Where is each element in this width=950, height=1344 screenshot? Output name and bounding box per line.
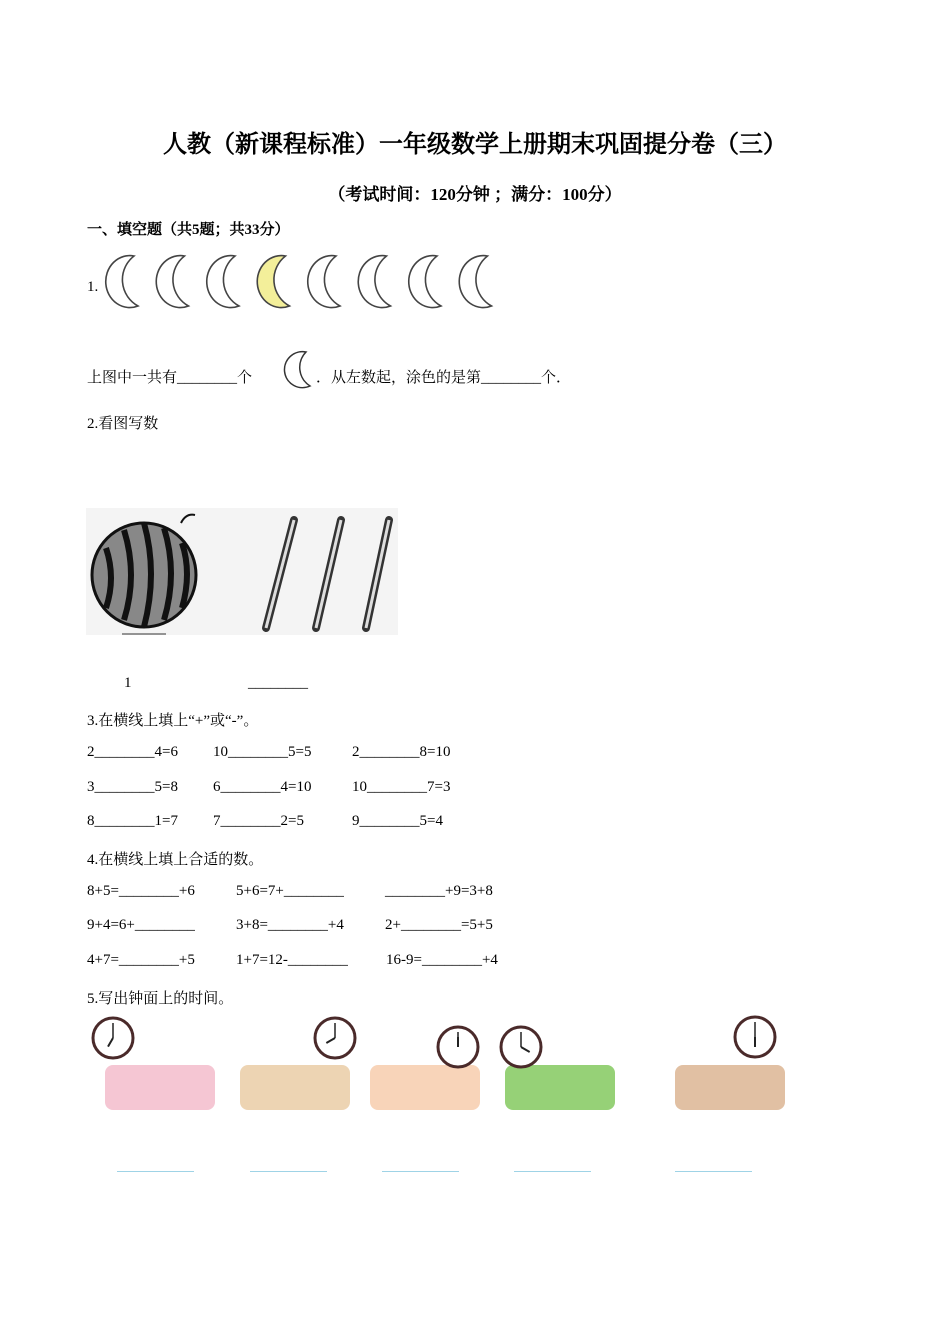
q4-item[interactable]: 1+7=12-________ [236,952,348,968]
q1-text-a: 上图中一共有________个 [87,370,253,386]
q1-number: 1. [87,279,99,295]
moon-mark [308,256,340,308]
exam-info: （考试时间：120分钟 ；满分：100分） [328,185,622,204]
moon-mark [358,256,390,308]
time-answer-blank[interactable] [117,1171,194,1172]
q1-text-b: ．从左数起，涂色的是第________个． [316,370,572,386]
clock-icon [675,1017,785,1110]
q4-item[interactable]: ________+9=3+8 [385,883,493,899]
q3-item[interactable]: 2________4=6 [87,744,178,760]
q3-item[interactable]: 6________4=10 [213,779,312,795]
q4-item[interactable]: 9+4=6+________ [87,917,195,933]
watermelon-sticks-image [86,508,398,635]
moon-mark [257,256,289,308]
moon-mark [106,256,138,308]
q3-item[interactable]: 10________5=5 [213,744,312,760]
q4-item[interactable]: 3+8=________+4 [236,917,344,933]
moon-mark [409,256,441,308]
q3-item[interactable]: 3________5=8 [87,779,178,795]
q3-item[interactable]: 10________7=3 [352,779,451,795]
q4-label: 4.在横线上填上合适的数。 [87,852,264,868]
q2-answer-2-blank[interactable]: ________ [248,675,308,691]
clock-icon [93,1018,215,1110]
moon-icon [276,348,316,390]
q4-item[interactable]: 2+________=5+5 [385,917,493,933]
time-answer-blank[interactable] [382,1171,459,1172]
q3-item[interactable]: 9________5=4 [352,813,443,829]
page-title: 人教（新课程标准）一年级数学上册期末巩固提分卷（三） [163,132,787,158]
q2-answer-1: 1 [124,675,132,691]
q3-item[interactable]: 2________8=10 [352,744,451,760]
q3-item[interactable]: 7________2=5 [213,813,304,829]
clock-icon [501,1027,615,1110]
q4-item[interactable]: 8+5=________+6 [87,883,195,899]
moon-mark [156,256,188,308]
time-answer-blank[interactable] [250,1171,327,1172]
q4-item[interactable]: 5+6=7+________ [236,883,344,899]
q3-label: 3.在横线上填上“+”或“-”。 [87,713,259,729]
q2-label: 2.看图写数 [87,416,159,432]
clock-icon [240,1018,355,1110]
time-answer-blank[interactable] [675,1171,752,1172]
q4-item[interactable]: 4+7=________+5 [87,952,195,968]
q4-item[interactable]: 16-9=________+4 [386,952,498,968]
q3-item[interactable]: 8________1=7 [87,813,178,829]
q5-label: 5.写出钟面上的时间。 [87,991,234,1007]
section-heading: 一、填空题（共5题；共33分） [87,222,290,238]
clock-scenes-image [85,1010,785,1140]
time-answer-blank[interactable] [514,1171,591,1172]
clock-icon [370,1027,480,1110]
moon-mark [459,256,491,308]
moon-row-image [98,252,498,312]
moon-mark [207,256,239,308]
